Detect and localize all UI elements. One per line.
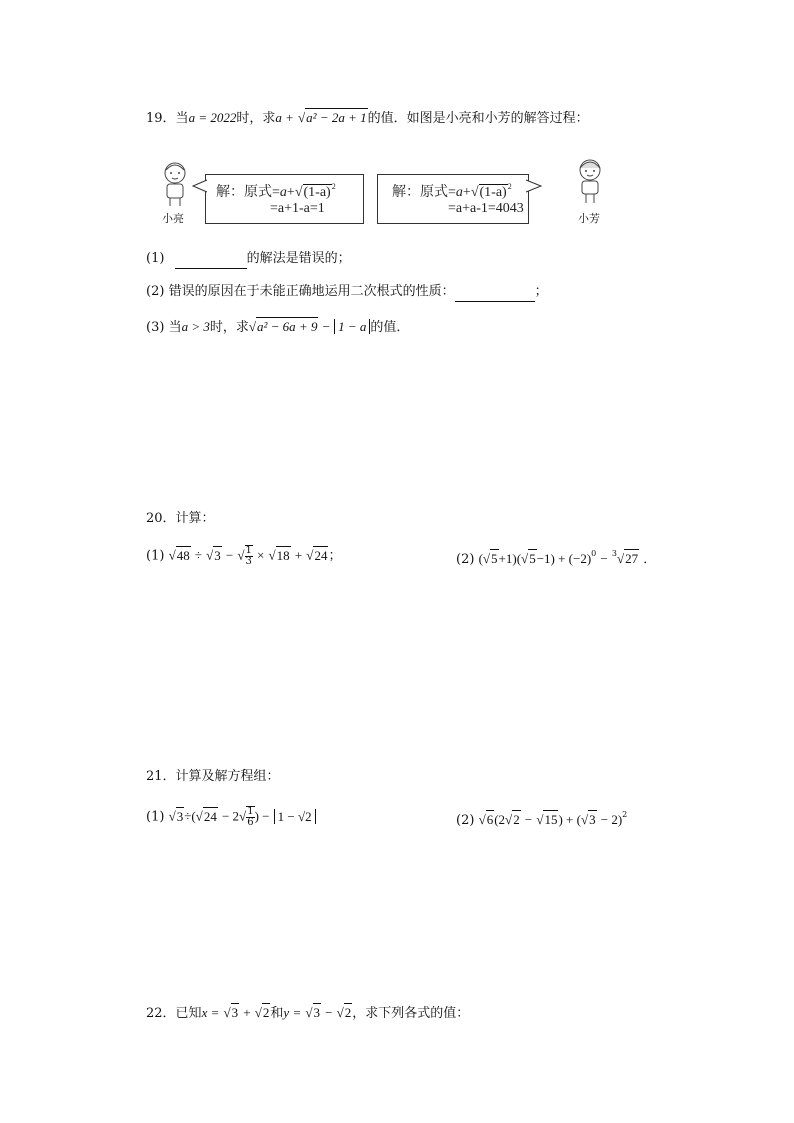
q19-number: 19． (146, 111, 176, 126)
q21-part2: (2) $√6(2√2 - √15) + (√3 - 2)^2$ (456, 810, 628, 828)
q20-stem: 20．计算： (146, 511, 215, 526)
q19-stem: 19．当a = 2022时，求a + √a² − 2a + 1的值．如图是小亮和小芳的解答过程： (146, 110, 589, 126)
xiaofang-figure-icon (570, 156, 610, 210)
q19-part2: (2) 错误的原因在于未能正确地运用二次根式的性质： ； (146, 283, 548, 302)
q19-radicand: a² − 2a + 1 (306, 110, 367, 125)
right-speech-pointer (525, 178, 543, 194)
q21-stem: 21．计算及解方程组： (146, 769, 280, 784)
radical-sign: √ (298, 110, 306, 125)
left-solution-box (205, 174, 364, 224)
q20-number: 20． (146, 511, 176, 526)
q20-part2: (2) $(√5+1)(√5-1) + (-2)^0 - ^3√27$ ． (456, 549, 657, 567)
left-solution-line2: =a+1-a=1 (270, 201, 325, 216)
q22-stem: 22．已知x = √3 + √2和y = √3 − √2，求下列各式的值： (146, 1005, 470, 1021)
right-solution-box (377, 174, 529, 224)
q19-part3: (3) 当a > 3时，求√a² − 6a + 9 − 1 − a 的值． (146, 319, 410, 335)
right-solution-line2: =a+a-1=4043 (448, 201, 524, 216)
right-solution-line1: 解：原式$=a+√(1-a)^2$ (392, 182, 512, 200)
q20-part1: (1) √48 ÷ √3 − √ $\frac{1}{3}$ × √18 + √24； (146, 545, 342, 567)
answer-blank-2[interactable] (455, 283, 535, 302)
answer-blank-1[interactable] (175, 250, 247, 269)
xiaofang-label: 小芳 (578, 212, 600, 225)
left-solution-line1: 解：原式$=a+√(1-a)^2$ (216, 182, 336, 200)
q22-number: 22． (146, 1006, 176, 1021)
q19-part1: (1) 的解法是错误的； (146, 250, 351, 269)
left-speech-pointer (192, 178, 208, 194)
xiaoliang-figure-icon (155, 160, 195, 212)
q21-part1: (1) √3÷(√24 − 2√ $\frac{1}{6}$ ) − 1 − √2 (146, 806, 316, 828)
q21-number: 21． (146, 769, 176, 784)
xiaoliang-label: 小亮 (162, 212, 184, 225)
